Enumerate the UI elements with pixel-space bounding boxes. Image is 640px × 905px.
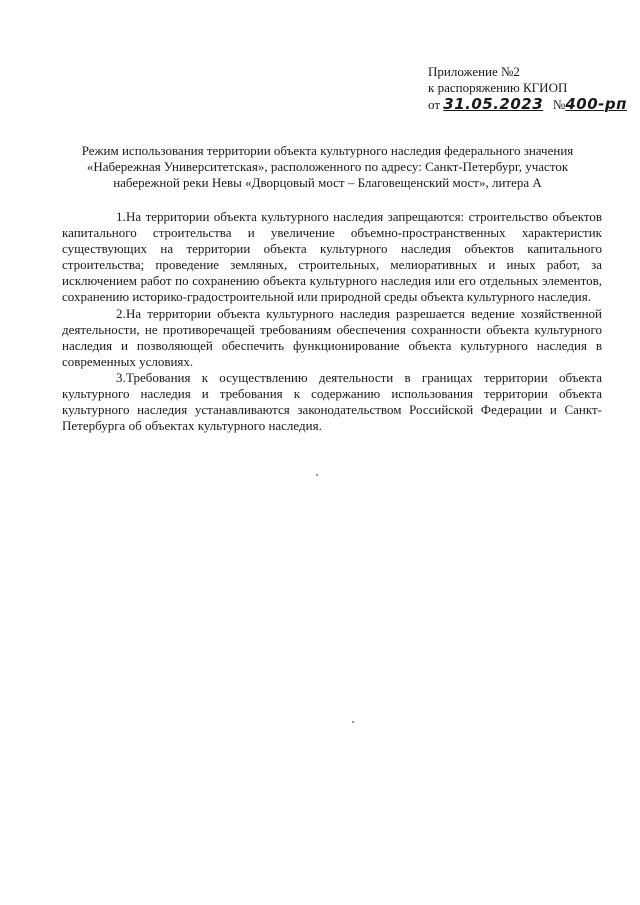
appendix-header bbox=[428, 64, 627, 113]
appendix-title: Приложение №2 bbox=[428, 64, 520, 79]
paragraph-3 bbox=[62, 370, 602, 434]
document-body bbox=[62, 209, 602, 434]
paragraph-2 bbox=[62, 306, 602, 370]
paragraph-number: 2. bbox=[116, 305, 126, 321]
scan-speck bbox=[352, 721, 354, 723]
appendix-date-line bbox=[428, 96, 627, 113]
handwritten-date: 31.05.2023 bbox=[443, 95, 544, 113]
document-title: Режим использования территории объекта культурного наследия федерального значения «Набережная Университетская», расположенного по адресу: Санкт-Петербург, участок набережной реки Невы «Дворцовый мост – Благовещенский мост», литера А bbox=[81, 143, 574, 190]
scan-speck bbox=[316, 474, 318, 476]
paragraph-number: 1. bbox=[116, 209, 126, 224]
date-prefix: от bbox=[428, 97, 441, 112]
paragraph-text: На территории объекта культурного наследия запрещаются: строительство объектов капитального строительства и увеличение объемно-пространственных характеристик существующих на территории объекта культурного наследия объектов капитального строительства; проведение земляных, строительных, мелиоративных и иных работ, за исключением работ по сохранению объекта культурного наследия или его отдельных элементов, сохранению историко-градостроительной или природной среды объекта культурного наследия. bbox=[62, 209, 602, 305]
number-prefix: № bbox=[552, 97, 566, 112]
paragraph-text: Требования к осуществлению деятельности в границах территории объекта культурного наследия и требования к содержанию использования территории объекта культурного наследия устанавливаются законодательством Российской Федерации и Санкт-Петербурга об объектах культурного наследия. bbox=[62, 369, 602, 434]
paragraph-text: На территории объекта культурного наследия разрешается ведение хозяйственной деятельности, не противоречащей требованиям обеспечения сохранности объекта культурного наследия и позволяющей обеспечить функционирование объекта культурного наследия в современных условиях. bbox=[62, 305, 602, 369]
paragraph-number: 3. bbox=[116, 369, 126, 385]
handwritten-number: 400-рп bbox=[565, 95, 627, 113]
paragraph-1 bbox=[62, 209, 602, 306]
appendix-reference: к распоряжению КГИОП bbox=[428, 80, 568, 95]
